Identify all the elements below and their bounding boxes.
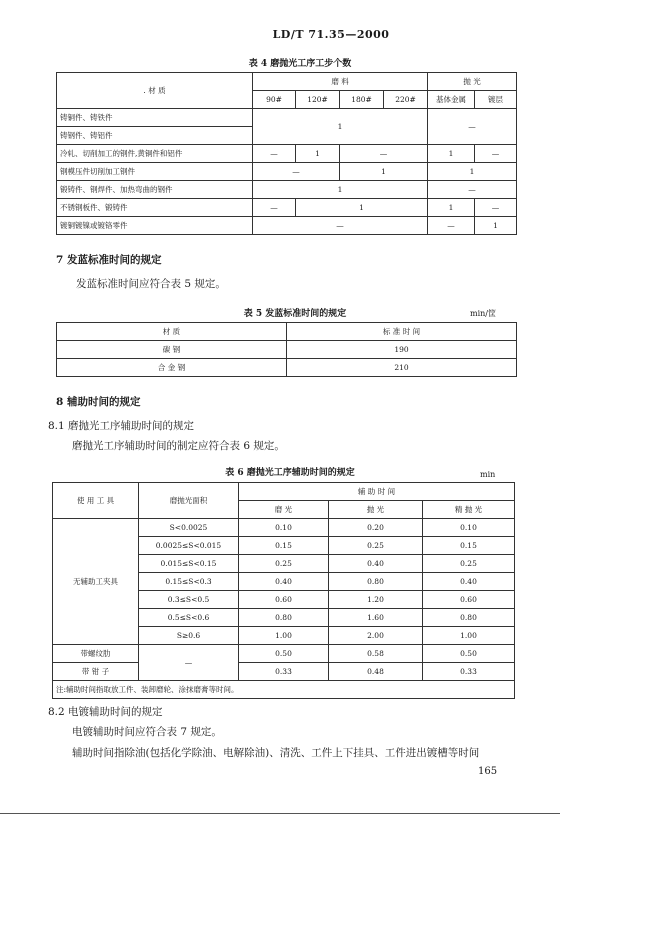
table4-head-90: 90#	[253, 91, 296, 109]
table6-cell-value: 0.40	[329, 555, 423, 573]
table4-cell-value: —	[253, 163, 340, 181]
table5	[56, 322, 517, 377]
document-header: LD/T 71.35—2000	[272, 28, 390, 41]
table6-cell-value: 0.80	[329, 573, 423, 591]
table5-caption: 表 5 发蓝标准时间的规定	[243, 309, 347, 319]
table4-head-coating: 镀层	[475, 91, 517, 109]
table6-cell-value: 0.60	[423, 591, 515, 609]
table6-cell-value: 2.00	[329, 627, 423, 645]
table4-head-120: 120#	[296, 91, 340, 109]
table4-cell-value: —	[475, 199, 517, 217]
table6-caption: 表 6 磨抛光工序辅助时间的规定	[225, 468, 355, 478]
table-row	[57, 359, 517, 377]
table4-cell-material: 镀铜镀镍或镀铬零件	[57, 217, 253, 235]
section-8-2-text-2: 辅助时间指除油(包括化学除油、电解除油)、清洗、工件上下挂具、工件进出镀槽等时间	[72, 747, 480, 759]
page-number: 165	[478, 766, 498, 777]
table4-head-220: 220#	[384, 91, 428, 109]
table4	[56, 72, 517, 235]
table6-cell-value: 0.40	[239, 573, 329, 591]
table4-cell-value: 1	[340, 163, 428, 181]
table6-group-no-fixture: 无辅助工夹具	[53, 519, 139, 645]
table6-cell-value: 0.25	[239, 555, 329, 573]
table4-cell-material: 冷轧、切削加工的钢件,黄铜件和铝件	[57, 145, 253, 163]
section-7-heading: 7 发蓝标准时间的规定	[56, 254, 162, 266]
table4-cell-value: 1	[296, 199, 428, 217]
section-8-2-text-1: 电镀辅助时间应符合表 7 规定。	[72, 726, 222, 738]
section-7-text: 发蓝标准时间应符合表 5 规定。	[76, 278, 226, 290]
table6-cell-value: 1.20	[329, 591, 423, 609]
table4-cell-material: 铸铜件、铸铁件	[57, 109, 253, 127]
table4-cell-material: 铸钢件、铸铝件	[57, 127, 253, 145]
table4-cell-value: 1	[253, 181, 428, 199]
table6-cell-value: 0.48	[329, 663, 423, 681]
table6-cell-value: 1.60	[329, 609, 423, 627]
table6-cell-area: S<0.0025	[139, 519, 239, 537]
table-row	[53, 519, 515, 537]
table-row	[53, 681, 515, 699]
table-row	[57, 217, 517, 235]
table5-head-material: 材 质	[57, 323, 287, 341]
table-row	[57, 163, 517, 181]
table6-note: 注:辅助时间指取放工件、装卸磨轮、涂抹磨膏等时间。	[53, 681, 515, 699]
table6-cell-tool: 带 钳 子	[53, 663, 139, 681]
table6-cell-area: 0.0025≤S<0.015	[139, 537, 239, 555]
table4-head-180: 180#	[340, 91, 384, 109]
table-row	[57, 341, 517, 359]
table4-cell-value: —	[340, 145, 428, 163]
table4-cell-material: 钢模压件切削加工钢件	[57, 163, 253, 181]
table6-cell-value: 0.50	[423, 645, 515, 663]
table5-cell-material: 合 金 钢	[57, 359, 287, 377]
table4-cell-value: 1	[475, 217, 517, 235]
table6-cell-value: 0.80	[423, 609, 515, 627]
table-row	[57, 181, 517, 199]
table5-unit: min/筐	[470, 309, 496, 318]
table4-cell-value: —	[428, 217, 475, 235]
table4-cell-value: 1	[428, 145, 475, 163]
table6-cell-value: 0.40	[423, 573, 515, 591]
footer-rule	[0, 813, 560, 814]
table6-cell-value: 0.10	[239, 519, 329, 537]
table6-cell-value: 0.15	[239, 537, 329, 555]
table6-cell-area: 0.015≤S<0.15	[139, 555, 239, 573]
table4-cell-polish: —	[428, 109, 517, 145]
table6-cell-value: 0.15	[423, 537, 515, 555]
table4-cell-value: —	[253, 199, 296, 217]
table-row	[57, 109, 517, 127]
table6-head-tool: 使 用 工 具	[53, 483, 139, 519]
table6	[52, 482, 515, 699]
table4-cell-value: 1	[428, 163, 517, 181]
table4-cell-value: —	[253, 145, 296, 163]
table6-cell-value: 0.58	[329, 645, 423, 663]
table-row	[57, 145, 517, 163]
table4-head-material: . 材 质	[57, 73, 253, 109]
table4-head-base-metal: 基体金属	[428, 91, 475, 109]
table6-cell-area: —	[139, 645, 239, 681]
table-row	[57, 199, 517, 217]
table6-head-area: 磨抛光面积	[139, 483, 239, 519]
table6-cell-value: 1.00	[239, 627, 329, 645]
table6-cell-area: 0.5≤S<0.6	[139, 609, 239, 627]
section-8-1-text: 磨抛光工序辅助时间的制定应符合表 6 规定。	[72, 440, 285, 452]
table6-cell-value: 1.00	[423, 627, 515, 645]
section-8-1-heading: 8.1 磨抛光工序辅助时间的规定	[48, 420, 195, 432]
table4-cell-value: 1	[428, 199, 475, 217]
table4-cell-material: 锻铸件、钢焊件、加热弯曲的钢件	[57, 181, 253, 199]
table6-cell-value: 0.25	[423, 555, 515, 573]
table5-cell-time: 190	[287, 341, 517, 359]
table6-cell-area: 0.3≤S<0.5	[139, 591, 239, 609]
table4-head-polishing: 抛 光	[428, 73, 517, 91]
section-8-2-heading: 8.2 电镀辅助时间的规定	[48, 706, 163, 718]
table6-cell-value: 0.80	[239, 609, 329, 627]
table6-head-aux: 辅 助 时 间	[239, 483, 515, 501]
table6-cell-value: 0.20	[329, 519, 423, 537]
table4-cell-value: —	[475, 145, 517, 163]
table5-cell-material: 碳 钢	[57, 341, 287, 359]
section-8-heading: 8 辅助时间的规定	[56, 396, 141, 408]
table4-cell-value: 1	[296, 145, 340, 163]
table6-head-grinding: 磨 光	[239, 501, 329, 519]
table4-cell-material: 不锈钢板件、锻铸件	[57, 199, 253, 217]
table6-cell-value: 0.10	[423, 519, 515, 537]
table4-cell-value: —	[428, 181, 517, 199]
table-row	[53, 645, 515, 663]
table6-cell-value: 0.60	[239, 591, 329, 609]
table6-head-polishing: 抛 光	[329, 501, 423, 519]
table4-cell-value: —	[253, 217, 428, 235]
table4-cell-grind: 1	[253, 109, 428, 145]
table4-caption: 表 4 磨抛光工序工步个数	[248, 59, 352, 69]
table6-cell-area: 0.15≤S<0.3	[139, 573, 239, 591]
table5-cell-time: 210	[287, 359, 517, 377]
table6-head-fine-polishing: 精 抛 光	[423, 501, 515, 519]
table6-cell-tool: 带螺纹肋	[53, 645, 139, 663]
table6-cell-value: 0.25	[329, 537, 423, 555]
table6-cell-area: S≥0.6	[139, 627, 239, 645]
table6-cell-value: 0.33	[423, 663, 515, 681]
table5-head-time: 标 准 时 间	[287, 323, 517, 341]
table6-unit: min	[480, 470, 496, 479]
table6-cell-value: 0.50	[239, 645, 329, 663]
table6-cell-value: 0.33	[239, 663, 329, 681]
table4-head-grinding: 磨 料	[253, 73, 428, 91]
table-row	[53, 663, 515, 681]
